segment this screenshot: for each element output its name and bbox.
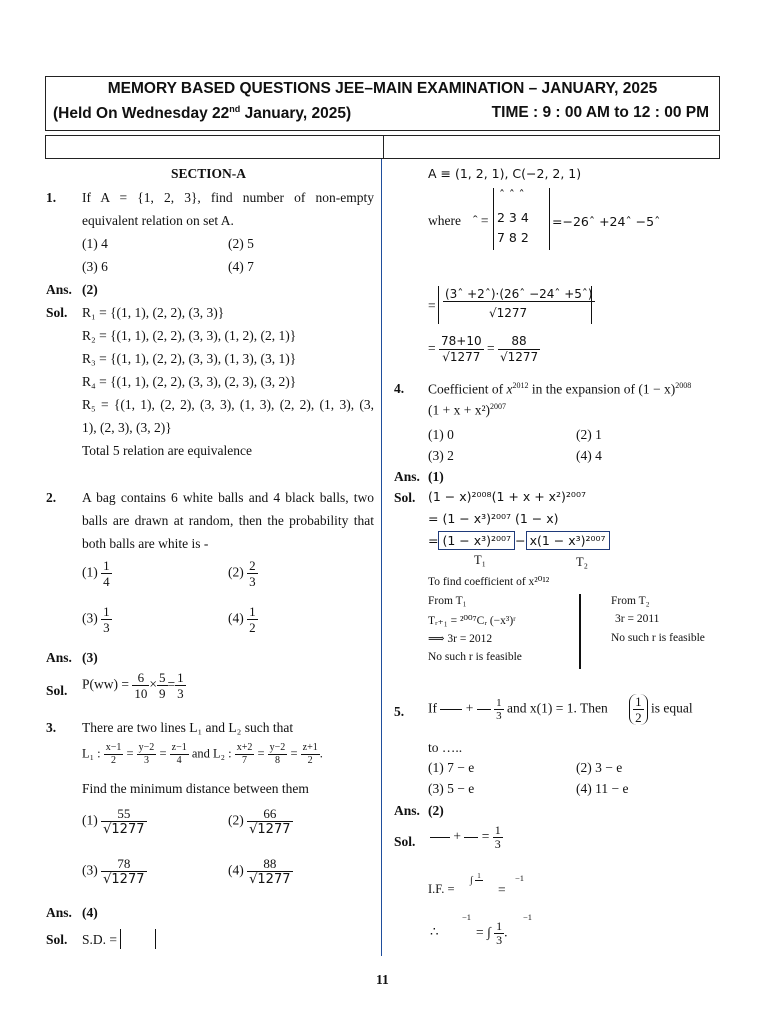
column-header-bar [45, 135, 720, 159]
q3-det-row1: ˆ ˆ ˆ [499, 188, 525, 202]
q1-relation-4: R₄ = {(1, 1), (2, 2), (3, 3), (2, 3), (3, 2)} [82, 374, 297, 389]
q1-relation-3: R₃ = {(1, 1), (2, 2), (3, 3), (1, 3), (3, 1)} [82, 351, 297, 366]
q4-number: 4. [394, 381, 405, 396]
q5-solution-label: Sol. [394, 834, 416, 849]
q2-text-line1: A bag contains 6 white balls and 4 black balls, two [82, 490, 374, 505]
q2-option-1: (1) $\frac{1}{4}$ [82, 558, 110, 589]
q1-text-line2: equivalent relation on set A. [82, 213, 234, 228]
q3-det-row2: 2 3 4 [497, 210, 529, 225]
q5-text-line2: to ….. [428, 740, 463, 755]
q3-answer-label: Ans. [46, 905, 72, 920]
q5-if-label: I.F. = [428, 882, 455, 896]
exam-time: TIME : 9 : 00 AM to 12 : 00 PM [491, 104, 709, 121]
q4-no-such-r-2: No such r is feasible [611, 632, 705, 644]
q3-text-line3: Find the minimum distance between them [82, 781, 309, 796]
q3-determinant [493, 188, 550, 250]
q5-therefore: ∴ [430, 924, 439, 939]
q4-from-t1: From T₁ [428, 595, 467, 607]
exam-date: (Held On Wednesday 22nd January, 2025) [53, 104, 352, 123]
q3-final-result: = $\frac{78+10}{√1277}$ = $\frac{88}{√1277}$ [428, 334, 539, 364]
q4-option-2: (2) 1 [576, 427, 602, 442]
q4-term2-box: x(1 − x³)²⁰⁰⁷ [526, 531, 610, 550]
q5-if-equals: = [498, 882, 506, 897]
q3-sd-abs-bars [120, 929, 156, 949]
q3-solution-label: Sol. [46, 932, 68, 947]
q2-answer-label: Ans. [46, 650, 72, 665]
q4-sol-line1: (1 − x)²⁰⁰⁸(1 + x + x²)²⁰⁰⁷ [428, 489, 586, 504]
q5-if-integral: ∫ 1 [470, 872, 481, 886]
section-title: SECTION-A [171, 166, 247, 181]
q3-option-3: (3) $\frac{78}{√1277}$ [82, 856, 145, 887]
q3-abs-eq: = [428, 298, 436, 313]
column-divider [381, 159, 382, 956]
q4-solution-label: Sol. [394, 490, 416, 505]
q4-t1-label: T₁ [474, 553, 486, 567]
q5-option-1: (1) 7 − e [428, 760, 475, 775]
q5-integral-eq: = ∫ $\frac{1}{3}$ . [476, 919, 508, 947]
q5-option-4: (4) 11 − e [576, 781, 629, 796]
q4-answer-label: Ans. [394, 469, 420, 484]
q4-option-3: (3) 2 [428, 448, 454, 463]
q2-text-line3: both balls are white is - [82, 536, 209, 551]
q4-from-t2: From T₂ [611, 595, 650, 607]
q3-solution-sd: S.D. = [82, 932, 117, 947]
q3-lines-equation: L₁ : $\frac{x-1}{2}$ = $\frac{y-2}{3}$ = $\frac{z-1}{4}$ and L₂ : $\frac{x+2}{7}$ = $\frac{y-2}{8}$ = $\frac{z+1}{2}$ . [82, 742, 323, 766]
exam-title: MEMORY BASED QUESTIONS JEE–MAIN EXAMINATION – JANUARY, 2025 [107, 80, 658, 97]
q1-relation-5b: 1), (2, 3), (3, 2)} [82, 420, 172, 435]
q3-det-row3: 7 8 2 [497, 230, 529, 245]
q2-option-3: (3) $\frac{1}{3}$ [82, 604, 110, 635]
q4-text-line2: $(1 + x + x^2)^{2007}$ [428, 402, 507, 418]
q5-answer-label: Ans. [394, 803, 420, 818]
q5-text-line1: If + $\frac{1}{3}$ and x(1) = 1. Then $\frac{1}{2}$ is equal [428, 694, 693, 725]
q3-hat-eq: ˆ = [473, 213, 489, 228]
q1-answer: (2) [82, 282, 98, 297]
q1-number: 1. [46, 190, 57, 205]
q1-option-3: (3) 6 [82, 259, 108, 274]
q3-cross-result: =−26ˆ +24ˆ −5ˆ [552, 214, 661, 229]
q2-solution: P(ww) = $\frac{6}{10}$ × $\frac{5}{9}$ = $\frac{1}{3}$ [82, 670, 184, 701]
q1-relation-5a: R₅ = {(1, 1), (2, 2), (3, 3), (1, 3), (2, 2), (1, 3), (3, [82, 397, 374, 412]
q3-option-4: (4) $\frac{88}{√1277}$ [228, 856, 291, 887]
q2-text-line2: balls are drawn at random, then the probability that [82, 513, 374, 528]
q3-abs-numerator: (3ˆ +2ˆ)·(26ˆ −24ˆ +5ˆ) [445, 287, 593, 301]
q1-option-2: (2) 5 [228, 236, 254, 251]
column-header-divider [383, 136, 384, 158]
q3-abs-expression [438, 286, 592, 324]
q4-text-line1: Coefficient of $x^{2012}$ in the expansion of $(1 - x)^{2008}$ [428, 381, 692, 397]
q1-total: Total 5 relation are equivalence [82, 443, 252, 458]
q2-option-4: (4) $\frac{1}{2}$ [228, 604, 256, 635]
q4-t2-label: T₂ [576, 555, 588, 569]
q4-general-term: Tᵣ₊₁ = ²⁰⁰⁷Cᵣ (−x³)ʳ [428, 615, 516, 627]
q4-find-coeff: To find coefficient of x²⁰¹² [428, 576, 550, 588]
q5-exp-2: −1 [523, 912, 533, 922]
q4-sol-line3: = (1 − x³)²⁰⁰⁷ − x(1 − x³)²⁰⁰⁷ [428, 533, 610, 548]
page-number: 11 [376, 972, 389, 987]
q2-number: 2. [46, 490, 57, 505]
q5-option-2: (2) 3 − e [576, 760, 623, 775]
q4-vertical-divider [579, 594, 581, 669]
q4-sol-line2: = (1 − x³)²⁰⁰⁷ (1 − x) [428, 511, 559, 526]
q3-points: A ≡ (1, 2, 1), C(−2, 2, 1) [428, 166, 582, 181]
q3-text-line1: There are two lines L₁ and L₂ such that [82, 720, 294, 735]
q1-option-1: (1) 4 [82, 236, 108, 251]
q4-no-such-r-1: No such r is feasible [428, 651, 522, 663]
q3-abs-denominator: √1277 [489, 306, 528, 320]
q5-option-3: (3) 5 − e [428, 781, 475, 796]
q3-option-1: (1) $\frac{55}{√1277}$ [82, 806, 145, 837]
q5-if-exponent: −1 [515, 873, 525, 883]
q5-number: 5. [394, 704, 405, 719]
q1-solution-label: Sol. [46, 305, 68, 320]
q4-equation-t1: ⟹ 3r = 2012 [428, 633, 493, 645]
q1-relation-1: R₁ = {(1, 1), (2, 2), (3, 3)} [82, 305, 225, 320]
q4-equation-t2: 3r = 2011 [615, 613, 660, 625]
q4-term1-box: (1 − x³)²⁰⁰⁷ [438, 531, 515, 550]
q2-solution-label: Sol. [46, 683, 68, 698]
q5-answer: (2) [428, 803, 444, 818]
q3-where: where [428, 213, 461, 228]
q3-option-2: (2) $\frac{66}{√1277}$ [228, 806, 291, 837]
q5-sol-equation: + = $\frac{1}{3}$ [430, 824, 503, 851]
q4-option-1: (1) 0 [428, 427, 454, 442]
q1-answer-label: Ans. [46, 282, 72, 297]
q2-option-2: (2) $\frac{2}{3}$ [228, 558, 256, 589]
q3-number: 3. [46, 720, 57, 735]
q2-answer: (3) [82, 650, 98, 665]
q5-exp-1: −1 [462, 912, 472, 922]
q4-answer: (1) [428, 469, 444, 484]
q1-relation-2: R₂ = {(1, 1), (2, 2), (3, 3), (1, 2), (2, 1)} [82, 328, 297, 343]
q1-option-4: (4) 7 [228, 259, 254, 274]
q3-answer: (4) [82, 905, 98, 920]
exam-header-box [45, 76, 720, 131]
q4-option-4: (4) 4 [576, 448, 602, 463]
q1-text-line1: If A = {1, 2, 3}, find number of non-empty [82, 190, 374, 205]
